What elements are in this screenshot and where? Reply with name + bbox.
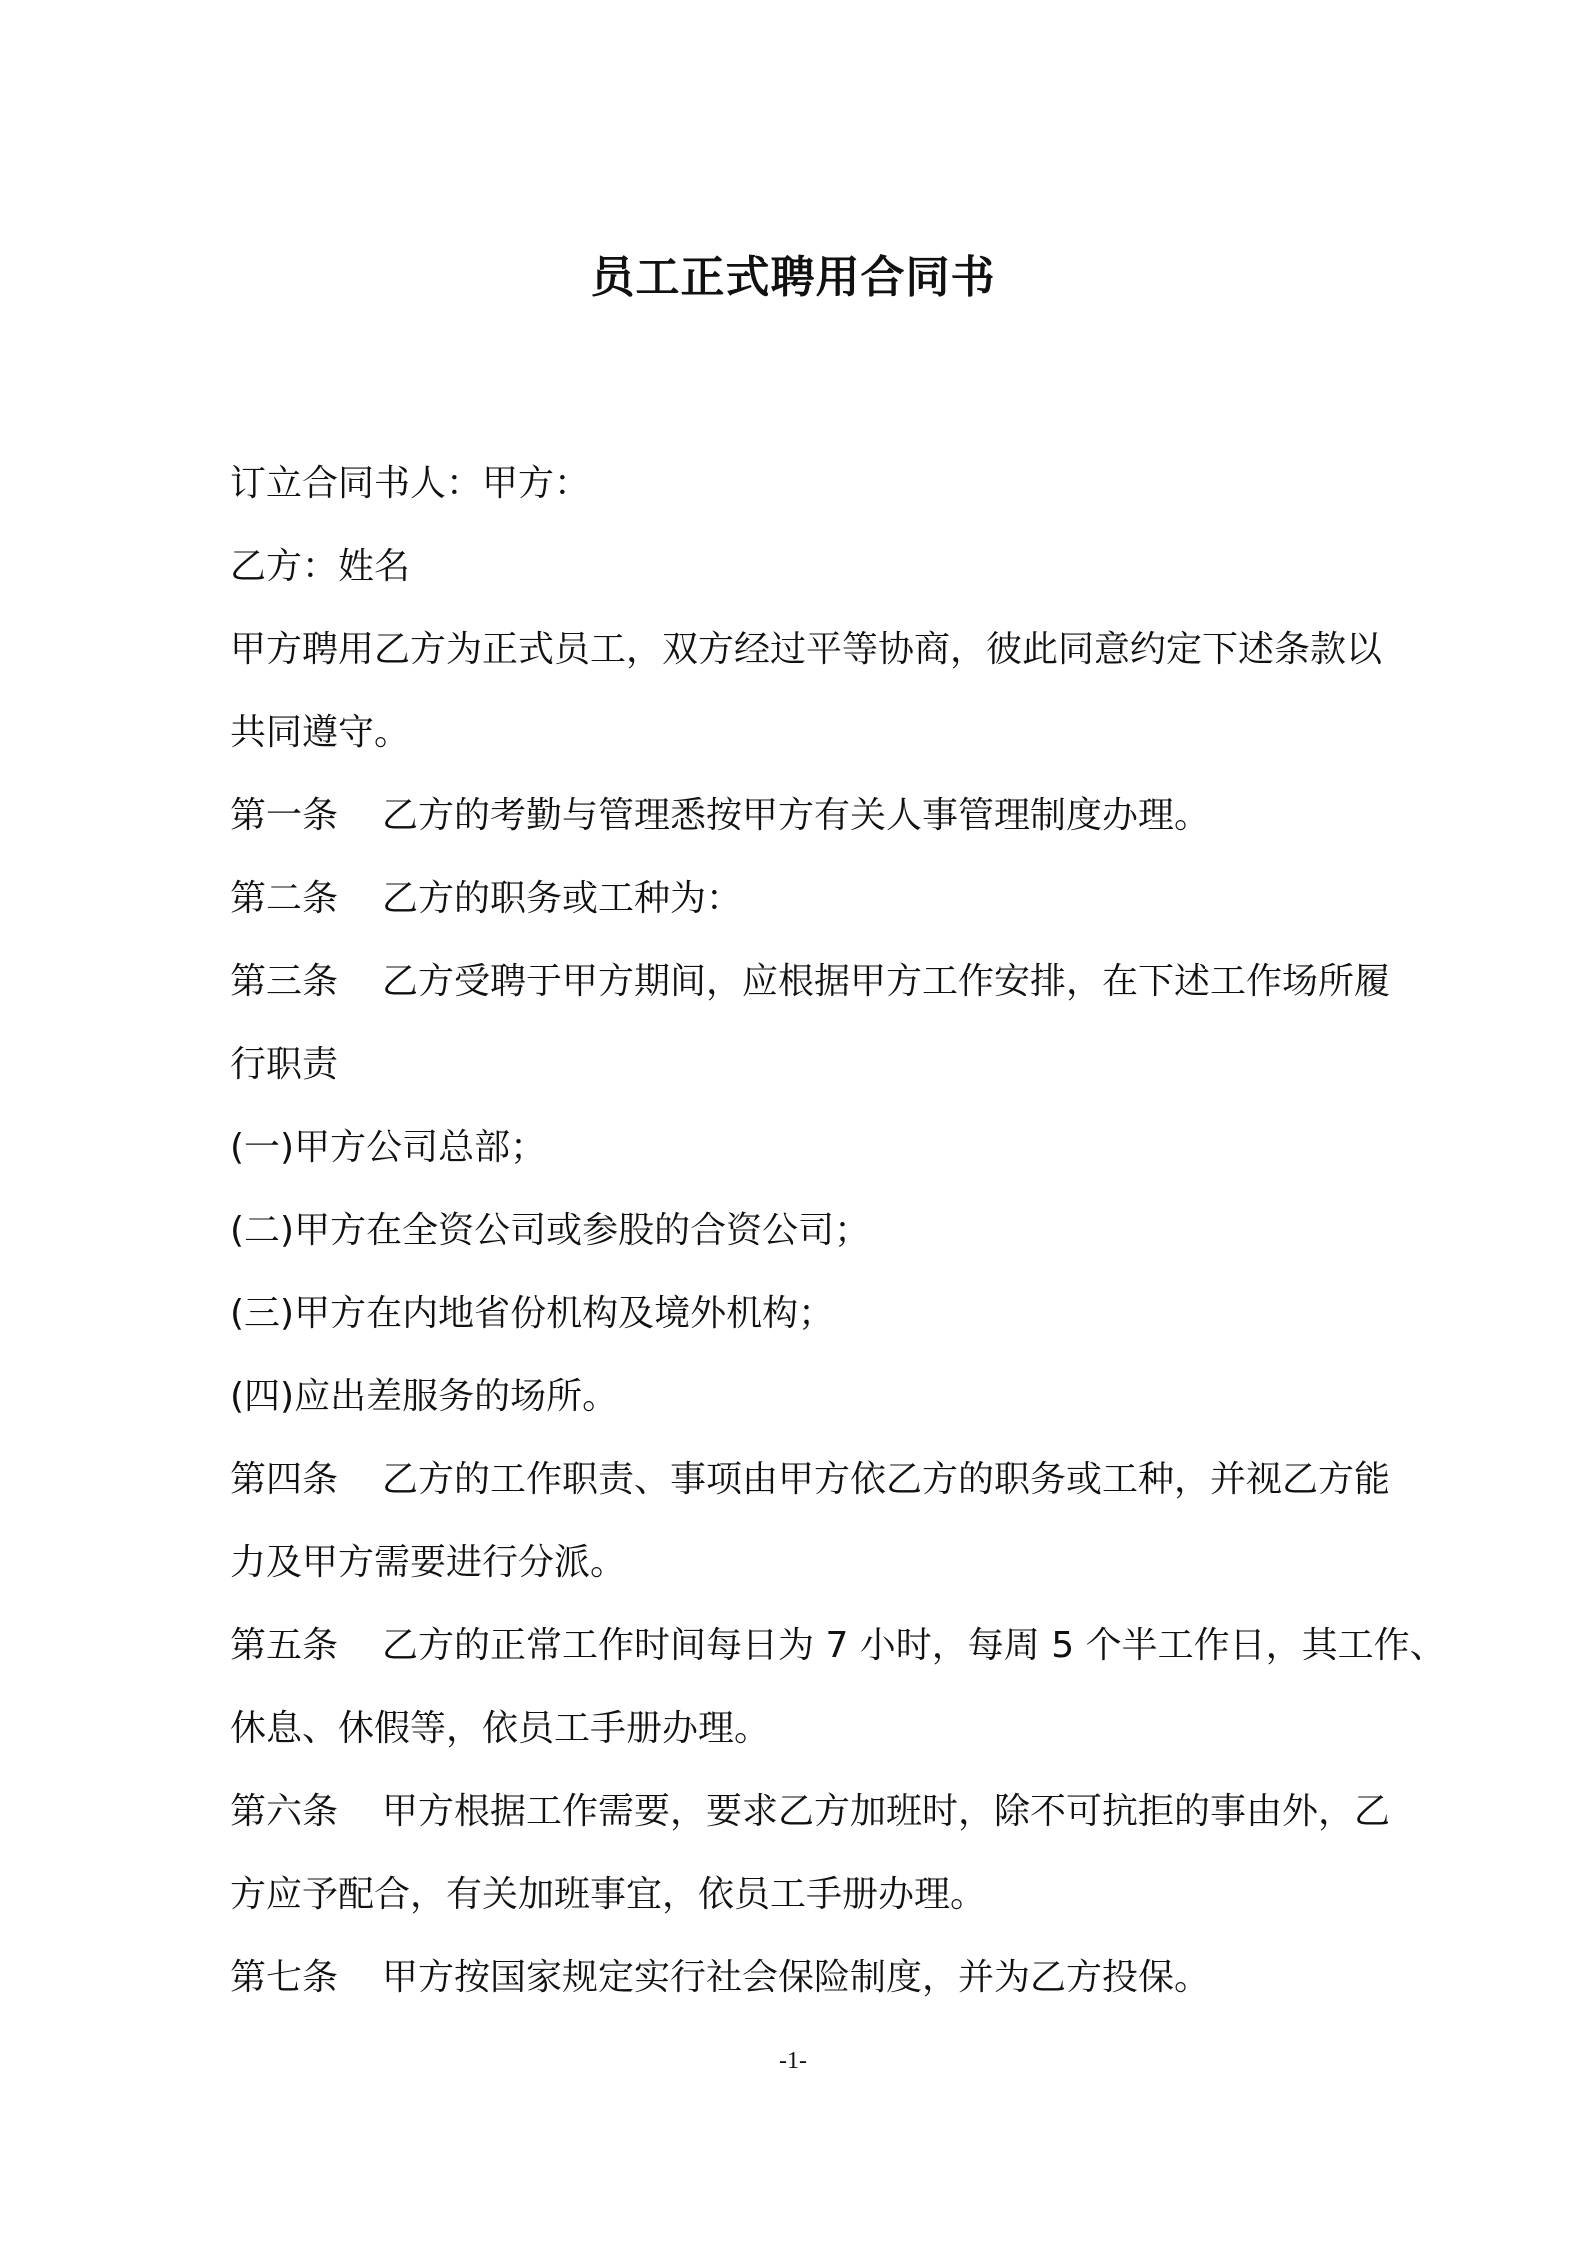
document-title: 员工正式聘用合同书 — [590, 252, 996, 303]
workplace-item-4: (四)应出差服务的场所。 — [230, 1376, 619, 1417]
article-text: 甲方根据工作需要，要求乙方加班时，除不可抗拒的事由外，乙 — [382, 1791, 1391, 1832]
article-number: 第四条 — [230, 1459, 339, 1500]
article-3-continuation: 行职责 — [230, 1044, 339, 1085]
party-b-line: 乙方：姓名 — [230, 546, 411, 587]
article-text: 乙方受聘于甲方期间，应根据甲方工作安排，在下述工作场所履 — [382, 961, 1391, 1002]
article-7 — [230, 1936, 1430, 2019]
workplace-item-2: (二)甲方在全资公司或参股的合资公司； — [230, 1210, 871, 1251]
article-text: 甲方按国家规定实行社会保险制度，并为乙方投保。 — [382, 1957, 1211, 1998]
workplace-item-3: (三)甲方在内地省份机构及境外机构； — [230, 1293, 835, 1334]
page-number: -1- — [779, 2048, 807, 2074]
article-6 — [230, 1770, 1430, 1853]
party-a-line: 订立合同书人：甲方： — [230, 463, 591, 504]
article-6-continuation: 方应予配合，有关加班事宜，依员工手册办理。 — [230, 1874, 987, 1915]
article-1 — [230, 774, 1430, 857]
article-5 — [230, 1604, 1446, 1687]
intro-line-2: 共同遵守。 — [230, 712, 411, 753]
article-number: 第五条 — [230, 1625, 339, 1666]
article-number: 第一条 — [230, 795, 339, 836]
article-number: 第三条 — [230, 961, 339, 1002]
article-text: 乙方的工作职责、事项由甲方依乙方的职务或工种，并视乙方能 — [382, 1459, 1391, 1500]
article-text: 乙方的正常工作时间每日为 7 小时，每周 5 个半工作日，其工作、 — [382, 1625, 1446, 1666]
article-5-continuation: 休息、休假等，依员工手册办理。 — [230, 1708, 771, 1749]
article-3 — [230, 940, 1430, 1023]
article-number: 第七条 — [230, 1957, 339, 1998]
workplace-item-1: (一)甲方公司总部； — [230, 1127, 547, 1168]
document-body — [230, 442, 1446, 2019]
article-text: 乙方的考勤与管理悉按甲方有关人事管理制度办理。 — [382, 795, 1211, 836]
article-4 — [230, 1438, 1430, 1521]
article-text: 乙方的职务或工种为： — [382, 878, 743, 919]
article-4-continuation: 力及甲方需要进行分派。 — [230, 1542, 627, 1583]
article-number: 第六条 — [230, 1791, 339, 1832]
intro-line-1: 甲方聘用乙方为正式员工，双方经过平等协商，彼此同意约定下述条款以 — [230, 629, 1383, 670]
article-number: 第二条 — [230, 878, 339, 919]
article-2 — [230, 857, 1430, 940]
